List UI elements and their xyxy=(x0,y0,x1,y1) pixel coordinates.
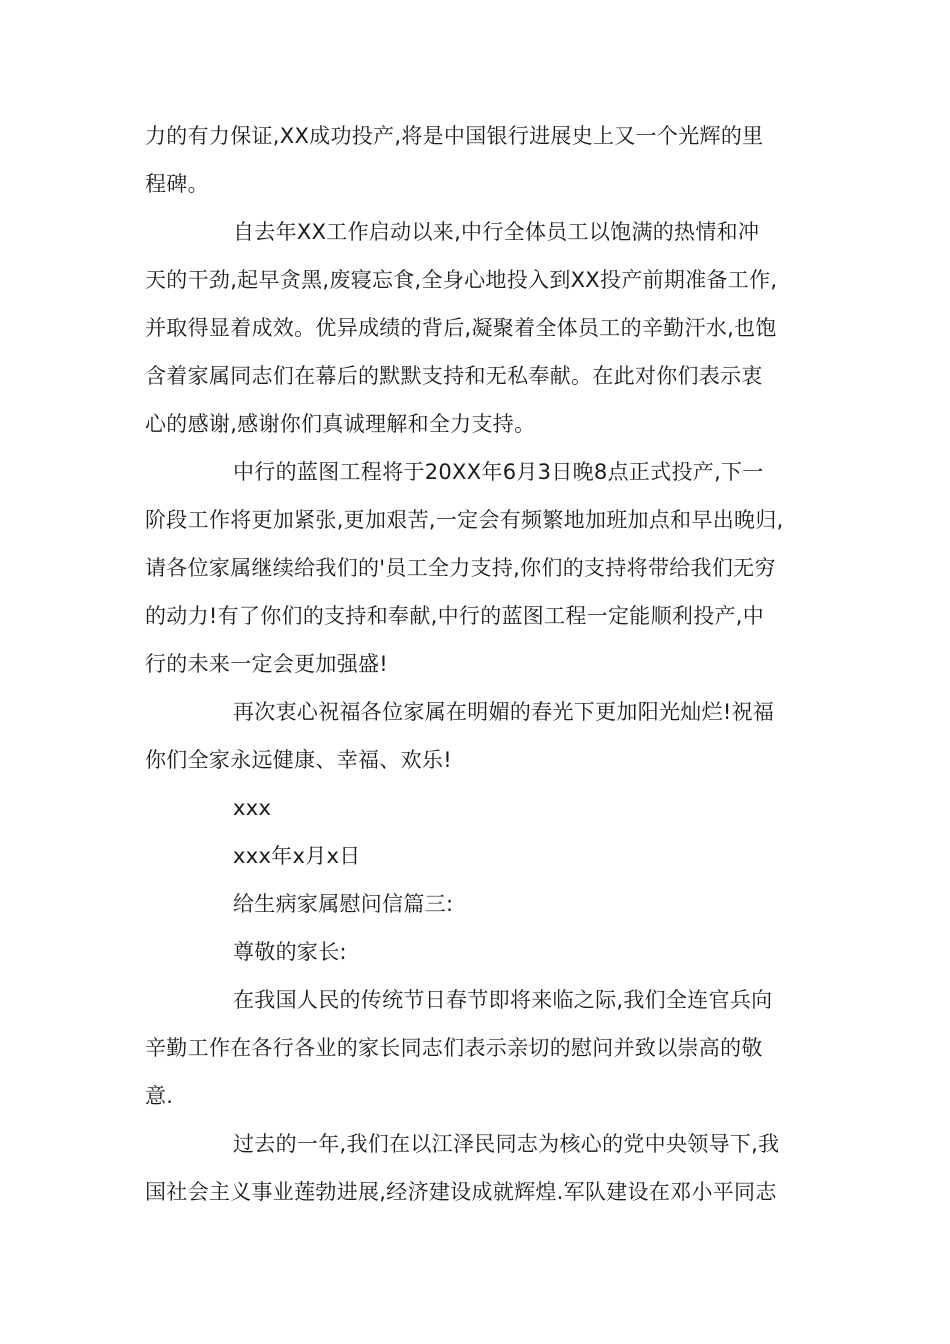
text-line: 自去年XX工作启动以来,中行全体员工以饱满的热情和冲 xyxy=(233,220,760,244)
text-line: 国社会主义事业莲勃进展,经济建设成就辉煌.军队建设在邓小平同志 xyxy=(145,1180,777,1204)
text-line: 请各位家属继续给我们的'员工全力支持,你们的支持将带给我们无穷 xyxy=(145,556,776,580)
text-line: 力的有力保证,XX成功投产,将是中国银行进展史上又一个光辉的里 xyxy=(145,124,764,148)
text-line: 再次衷心祝福各位家属在明媚的春光下更加阳光灿烂!祝福 xyxy=(233,700,775,724)
signature-name: xxx xyxy=(233,796,272,820)
text-line: 行的未来一定会更加强盛! xyxy=(145,652,389,676)
text-line: 意. xyxy=(145,1084,174,1108)
text-line: 中行的蓝图工程将于20XX年6月3日晚8点正式投产,下一 xyxy=(233,460,764,484)
text-line: 心的感谢,感谢你们真诚理解和全力支持。 xyxy=(145,412,536,436)
text-line: 你们全家永远健康、幸福、欢乐! xyxy=(145,748,452,772)
text-line: 阶段工作将更加紧张,更加艰苦,一定会有频繁地加班加点和早出晚归, xyxy=(145,508,784,532)
text-line: 过去的一年,我们在以江泽民同志为核心的党中央领导下,我 xyxy=(233,1132,780,1156)
signature-date: xxx年x月x日 xyxy=(233,844,361,868)
text-line: 在我国人民的传统节日春节即将来临之际,我们全连官兵向 xyxy=(233,988,773,1012)
salutation: 尊敬的家长: xyxy=(233,940,347,964)
text-line: 含着家属同志们在幕后的默默支持和无私奉献。在此对你们表示衷 xyxy=(145,364,763,388)
text-line: 并取得显着成效。优异成绩的背后,凝聚着全体员工的辛勤汗水,也饱 xyxy=(145,316,777,340)
text-line: 程碑。 xyxy=(145,172,209,196)
text-line: 的动力!有了你们的支持和奉献,中行的蓝图工程一定能顺利投产,中 xyxy=(145,604,765,628)
text-line: 天的干劲,起早贪黑,废寝忘食,全身心地投入到XX投产前期准备工作, xyxy=(145,268,778,292)
section-heading: 给生病家属慰问信篇三: xyxy=(233,892,454,916)
text-line: 辛勤工作在各行各业的家长同志们表示亲切的慰问并致以崇高的敬 xyxy=(145,1036,763,1060)
